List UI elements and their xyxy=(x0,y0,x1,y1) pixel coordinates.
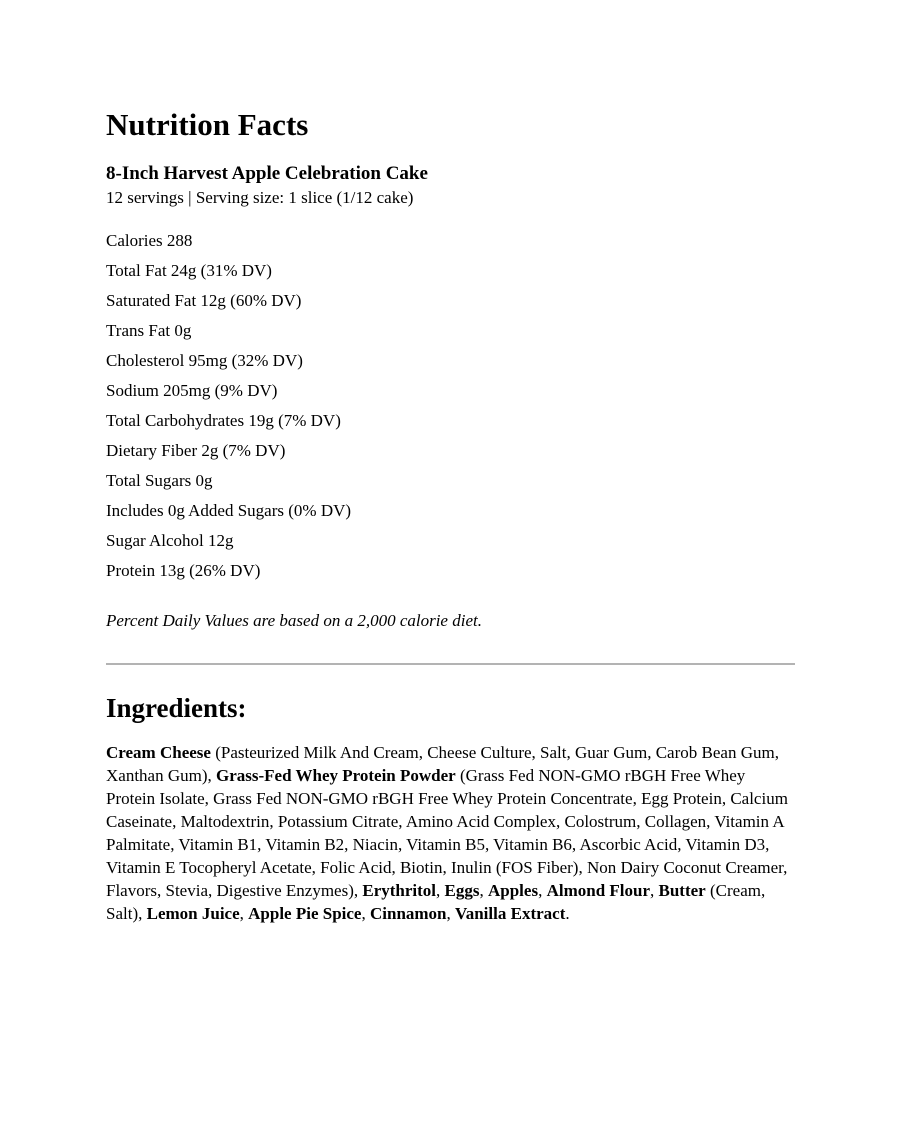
ingredient-name: Apple Pie Spice xyxy=(248,904,362,923)
ingredient-name: Grass-Fed Whey Protein Powder xyxy=(216,766,456,785)
nutrient-row-dietary-fiber: Dietary Fiber 2g (7% DV) xyxy=(106,441,286,460)
ingredient-detail: (Grass Fed NON-GMO rBGH Free Whey Protein Isolate, Grass Fed NON-GMO rBGH Free Whey Protein Concentrate, Egg Protein, Calcium Caseinate, Maltodextrin, Potassium Citrate, Amino Acid Complex, Colostrum, Collagen, Vitamin A Palmitate, Vitamin B1, Vitamin B2, Niacin, Vitamin B5, Vitamin B6, Ascorbic Acid, Vitamin D3, Vitamin E Tocopheryl Acetate, Folic Acid, Biotin, Inulin (FOS Fiber), Non Dairy Coconut Creamer, Flavors, Stevia, Digestive Enzymes), xyxy=(106,766,788,900)
ingredient-name: Erythritol xyxy=(362,881,437,900)
ingredient-separator: , xyxy=(446,904,456,923)
nutrient-row-total-fat: Total Fat 24g (31% DV) xyxy=(106,261,272,280)
ingredient-name: Vanilla Extract xyxy=(455,904,566,923)
nutrient-row-protein: Protein 13g (26% DV) xyxy=(106,561,261,580)
ingredient-separator: , xyxy=(479,881,488,900)
nutrient-row-sugar-alcohol: Sugar Alcohol 12g xyxy=(106,531,234,550)
nutrient-row-cholesterol: Cholesterol 95mg (32% DV) xyxy=(106,351,303,370)
nutrition-facts-title: Nutrition Facts xyxy=(106,107,309,142)
nutrient-row-total-sugars: Total Sugars 0g xyxy=(106,471,213,490)
ingredient-detail: (Pasteurized Milk And Cream, Cheese Culture, Salt, Guar Gum, Carob Bean Gum, Xanthan Gum), xyxy=(106,743,779,785)
ingredient-detail: (Cream, Salt), xyxy=(106,881,766,923)
section-divider xyxy=(106,663,795,665)
nutrient-list xyxy=(106,229,351,589)
ingredient-separator: , xyxy=(436,881,445,900)
nutrient-row-saturated-fat: Saturated Fat 12g (60% DV) xyxy=(106,291,302,310)
nutrient-row-total-carbohydrates: Total Carbohydrates 19g (7% DV) xyxy=(106,411,341,430)
nutrient-row-added-sugars: Includes 0g Added Sugars (0% DV) xyxy=(106,501,352,520)
ingredient-name: Apples xyxy=(488,881,539,900)
ingredient-separator: . xyxy=(565,904,570,923)
ingredient-name: Cream Cheese xyxy=(106,743,211,762)
ingredient-name: Eggs xyxy=(444,881,480,900)
ingredient-name: Lemon Juice xyxy=(146,904,240,923)
ingredients-title: Ingredients: xyxy=(106,693,247,723)
nutrient-row-sodium: Sodium 205mg (9% DV) xyxy=(106,381,278,400)
ingredient-name: Cinnamon xyxy=(369,904,447,923)
product-name: 8-Inch Harvest Apple Celebration Cake xyxy=(106,163,428,184)
serving-info: 12 servings | Serving size: 1 slice (1/12 cake) xyxy=(106,188,414,207)
nutrient-row-trans-fat: Trans Fat 0g xyxy=(106,321,192,340)
ingredient-separator: , xyxy=(538,881,547,900)
daily-value-note: Percent Daily Values are based on a 2,000 calorie diet. xyxy=(106,611,482,630)
ingredient-name: Almond Flour xyxy=(546,881,651,900)
ingredient-name: Butter xyxy=(658,881,706,900)
nutrient-row-calories: Calories 288 xyxy=(106,231,193,250)
ingredient-separator: , xyxy=(239,904,249,923)
ingredient-separator: , xyxy=(650,881,659,900)
ingredient-separator: , xyxy=(361,904,370,923)
ingredients-text xyxy=(106,741,796,925)
